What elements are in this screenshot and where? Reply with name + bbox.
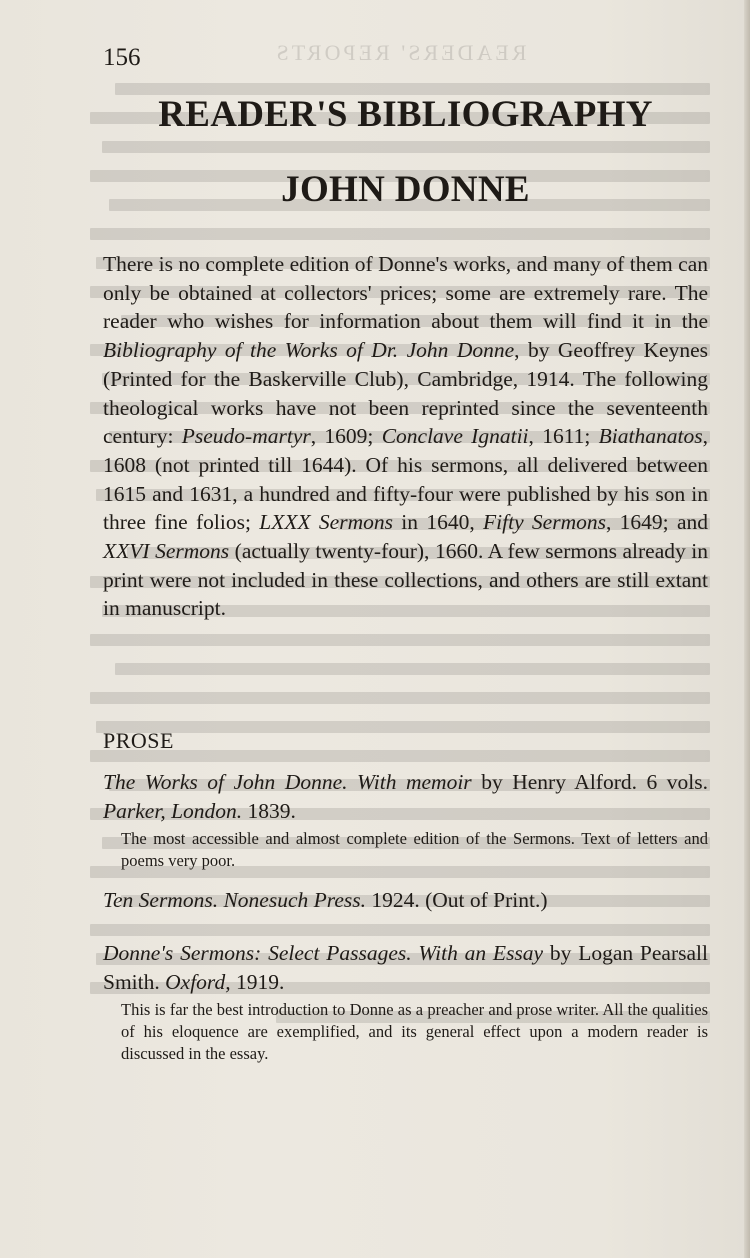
entry-citation [103,939,708,997]
show-through-text: READERS' REPORTS [90,40,710,1070]
author-heading: JOHN DONNE [281,169,530,210]
entry-year: 1839. [242,799,296,823]
entry-title: The Works of John Donne. With memoir [103,770,472,794]
section-heading-prose: PROSE [103,728,174,753]
entry-title: Donne's Sermons: Select Passages. With an Essay [103,941,544,965]
intro-paragraph [103,250,708,623]
intro-text: (actually twenty-four), 1660. A few sermons already in print were not included in these collections, and others are still extant in manuscript. [103,539,708,621]
intro-text: , 1611; [528,424,599,449]
intro-italic-title: Biathanatos [598,424,703,449]
entry-year: 1919. [230,970,285,994]
entry-title: Ten Sermons. Nonesuch Press. [103,888,366,912]
page-edge-shadow [744,0,750,1258]
bibliography-entry [103,939,708,1065]
entry-author: by Logan Pearsall Smith. [103,941,708,994]
intro-italic-title: Fifty Sermons [483,510,606,535]
entry-citation [103,886,708,915]
entry-publisher: Oxford, [165,970,231,994]
entry-note: This is far the best introduction to Donne as a preacher and prose writer. All the qualities of his eloquence are exemplified, and its general effect upon a modern reader is discussed in the essay. [121,1000,708,1063]
intro-italic-title: LXXX Sermons [259,510,393,535]
page-number: 156 [103,44,141,71]
entry-author: by Henry Alford. 6 vols. [471,770,709,794]
intro-text: , by Geoffrey Keynes (Printed for the Baskerville Club), Cambridge, 1914. The following theological works have not been reprinted since the seventeenth century: [103,338,709,449]
entry-details: 1924. (Out of Print.) [365,888,548,912]
intro-text: , 1609; [310,424,382,449]
intro-text: in 1640, [392,510,484,535]
intro-italic-title: XXVI Sermons [103,539,230,564]
page-title: READER'S BIBLIOGRAPHY [158,94,653,135]
entry-publisher: Parker, London. [103,799,243,823]
intro-italic-title: Pseudo-martyr [181,424,311,449]
entry-note: The most accessible and almost complete edition of the Sermons. Text of letters and poems very poor. [121,829,708,870]
intro-text: , 1608 (not printed till 1644). Of his sermons, all delivered between 1615 and 1631, a hundred and fifty-four were published by his son in three fine folios; [103,424,708,535]
bibliography-entry [103,886,708,915]
intro-text: , 1649; and [605,510,708,535]
intro-text: There is no complete edition of Donne's works, and many of them can only be obtained at collectors' prices; some are extremely rare. The reader who wishes for information about them will find it in the [103,252,708,334]
entry-citation [103,768,708,826]
intro-italic-title: Bibliography of the Works of Dr. John Donne [103,338,515,363]
bibliography-entry [103,768,708,872]
intro-italic-title: Conclave Ignatii [381,424,529,449]
